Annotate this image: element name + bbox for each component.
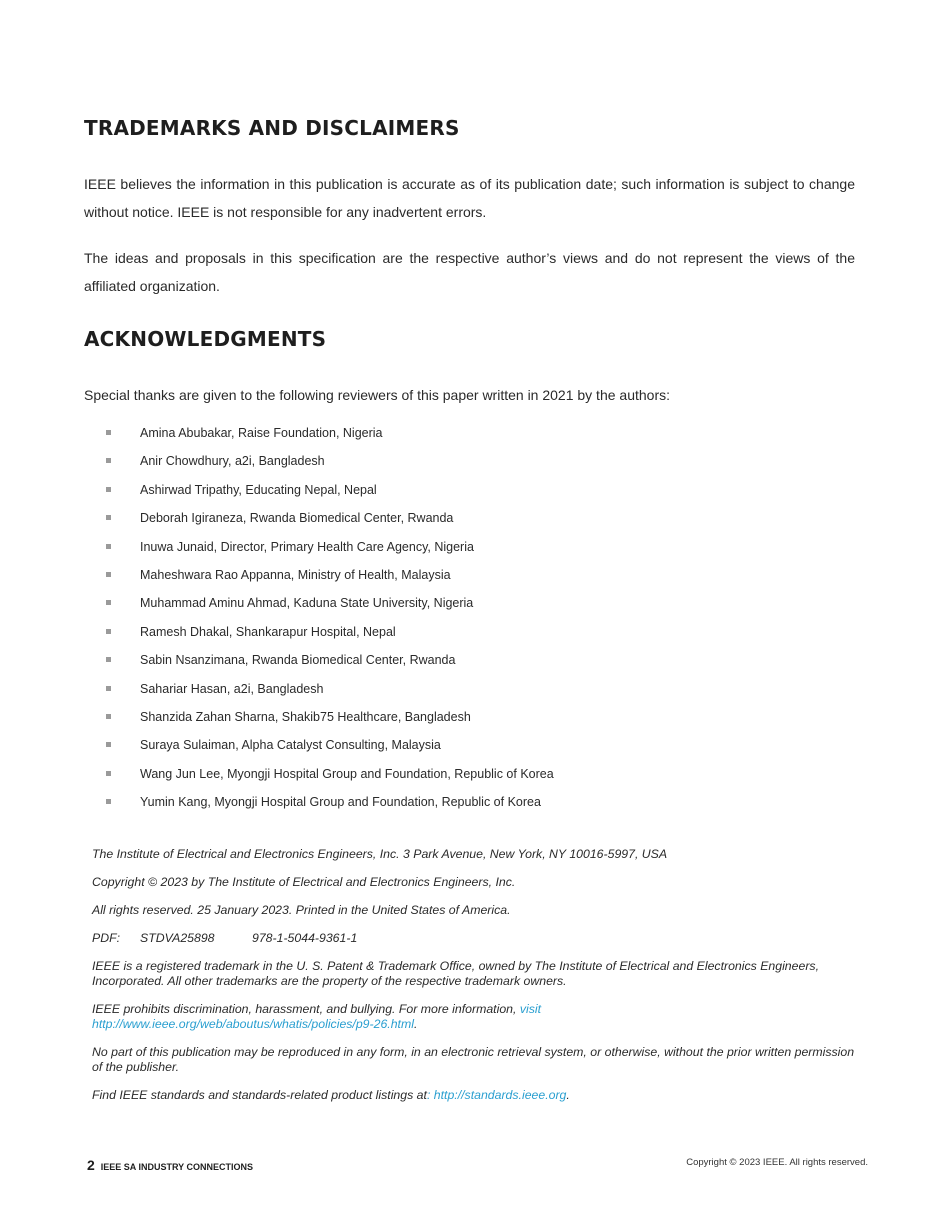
pdf-identifiers — [92, 931, 862, 946]
page-number: 2 — [87, 1157, 95, 1173]
publication-name: IEEE SA INDUSTRY CONNECTIONS — [100, 1162, 253, 1172]
square-bullet-icon — [106, 714, 111, 719]
reviewer-list — [104, 421, 554, 818]
pdf-isbn: 978-1-5044-9361-1 — [252, 931, 358, 945]
square-bullet-icon — [106, 799, 111, 804]
reviewer-name: Ramesh Dhakal, Shankarapur Hospital, Nepal — [140, 624, 396, 639]
square-bullet-icon — [106, 572, 111, 577]
square-bullet-icon — [106, 544, 111, 549]
reviewer-name: Yumin Kang, Myongji Hospital Group and Foundation, Republic of Korea — [140, 795, 541, 810]
reproduction-notice: No part of this publication may be reproduced in any form, in an electronic retrieval system, or otherwise, without the prior written permission of the publisher. — [92, 1045, 855, 1074]
reviewer-name: Amina Abubakar, Raise Foundation, Nigeria — [140, 426, 383, 440]
reviewer-list-item — [104, 648, 554, 676]
square-bullet-icon — [106, 771, 111, 776]
square-bullet-icon — [106, 430, 111, 435]
find-text: Find IEEE standards and standards-related product listings at — [92, 1088, 427, 1102]
reviewer-name: Sabin Nsanzimana, Rwanda Biomedical Center, Rwanda — [140, 653, 456, 668]
pdf-label: PDF: — [92, 931, 121, 945]
reviewer-name: Suraya Sulaiman, Alpha Catalyst Consulting, Malaysia — [140, 738, 441, 753]
reviewer-list-item — [104, 421, 554, 449]
visit-link-text[interactable]: visit — [519, 1002, 542, 1016]
reviewer-name: Anir Chowdhury, a2i, Bangladesh — [140, 454, 325, 469]
rights-notice: All rights reserved. 25 January 2023. Printed in the United States of America. — [92, 903, 511, 917]
reviewer-list-item — [104, 705, 554, 733]
reviewer-list-item — [104, 733, 554, 761]
reviewer-name: Inuwa Junaid, Director, Primary Health Care Agency, Nigeria — [140, 539, 474, 554]
footer-copyright: Copyright © 2023 IEEE. All rights reserved. — [686, 1157, 868, 1168]
reviewer-name: Deborah Igiraneza, Rwanda Biomedical Center, Rwanda — [140, 511, 454, 526]
harassment-text: IEEE prohibits discrimination, harassment, and bullying. For more information, — [92, 1002, 517, 1016]
reviewer-list-item — [104, 790, 554, 818]
reviewer-name: Maheshwara Rao Appanna, Ministry of Health, Malaysia — [140, 567, 451, 582]
trademark-notice: IEEE is a registered trademark in the U. S. Patent & Trademark Office, owned by The Institute of Electrical and Electronics Engineers, Incorporated. All other trademarks are the property of the respective trademark owners. — [92, 959, 819, 988]
reviewer-name: Sahariar Hasan, a2i, Bangladesh — [140, 681, 324, 696]
publisher-address: The Institute of Electrical and Electronics Engineers, Inc. 3 Park Avenue, New York, NY 10016-5997, USA — [92, 847, 668, 861]
standards-listing-notice — [92, 1088, 862, 1103]
square-bullet-icon — [106, 458, 111, 463]
harassment-period: . — [413, 1017, 418, 1031]
policy-link[interactable]: http://www.ieee.org/web/aboutus/whatis/policies/p9-26.html — [92, 1017, 414, 1031]
reviewer-list-item — [104, 535, 554, 563]
reviewer-list-item — [104, 762, 554, 790]
acknowledgments-intro: Special thanks are given to the following reviewers of this paper written in 2021 by the authors: — [84, 387, 670, 403]
reviewer-list-item — [104, 449, 554, 477]
find-period: . — [566, 1088, 570, 1102]
square-bullet-icon — [106, 487, 111, 492]
square-bullet-icon — [106, 742, 111, 747]
disclaimer-paragraph: IEEE believes the information in this publication is accurate as of its publication date; such information is subject to change without notice. IEEE is not responsible for any inadvertent errors. — [84, 176, 855, 220]
reviewer-list-item — [104, 620, 554, 648]
pdf-code: STDVA25898 — [140, 931, 215, 945]
square-bullet-icon — [106, 600, 111, 605]
reviewer-list-item — [104, 478, 554, 506]
reviewer-name: Muhammad Aminu Ahmad, Kaduna State University, Nigeria — [140, 596, 474, 611]
reviewer-list-item — [104, 591, 554, 619]
square-bullet-icon — [106, 515, 111, 520]
reviewer-list-item — [104, 677, 554, 705]
reviewer-list-item — [104, 563, 554, 591]
square-bullet-icon — [106, 629, 111, 634]
reviewer-name: Wang Jun Lee, Myongji Hospital Group and Foundation, Republic of Korea — [140, 766, 554, 781]
harassment-notice — [92, 1002, 862, 1032]
reviewer-list-item — [104, 506, 554, 534]
views-paragraph: The ideas and proposals in this specification are the respective author’s views and do not represent the views of the affiliated organization. — [84, 250, 855, 294]
reviewer-name: Shanzida Zahan Sharna, Shakib75 Healthcare, Bangladesh — [140, 709, 471, 724]
acknowledgments-heading: ACKNOWLEDGMENTS — [84, 327, 327, 351]
find-colon: : — [426, 1088, 431, 1102]
standards-link[interactable]: http://standards.ieee.org — [433, 1088, 567, 1102]
square-bullet-icon — [106, 657, 111, 662]
square-bullet-icon — [106, 686, 111, 691]
reviewer-name: Ashirwad Tripathy, Educating Nepal, Nepal — [140, 482, 377, 497]
copyright-notice: Copyright © 2023 by The Institute of Electrical and Electronics Engineers, Inc. — [92, 875, 516, 889]
footer-left — [87, 1157, 253, 1173]
trademarks-heading: TRADEMARKS AND DISCLAIMERS — [84, 116, 460, 140]
